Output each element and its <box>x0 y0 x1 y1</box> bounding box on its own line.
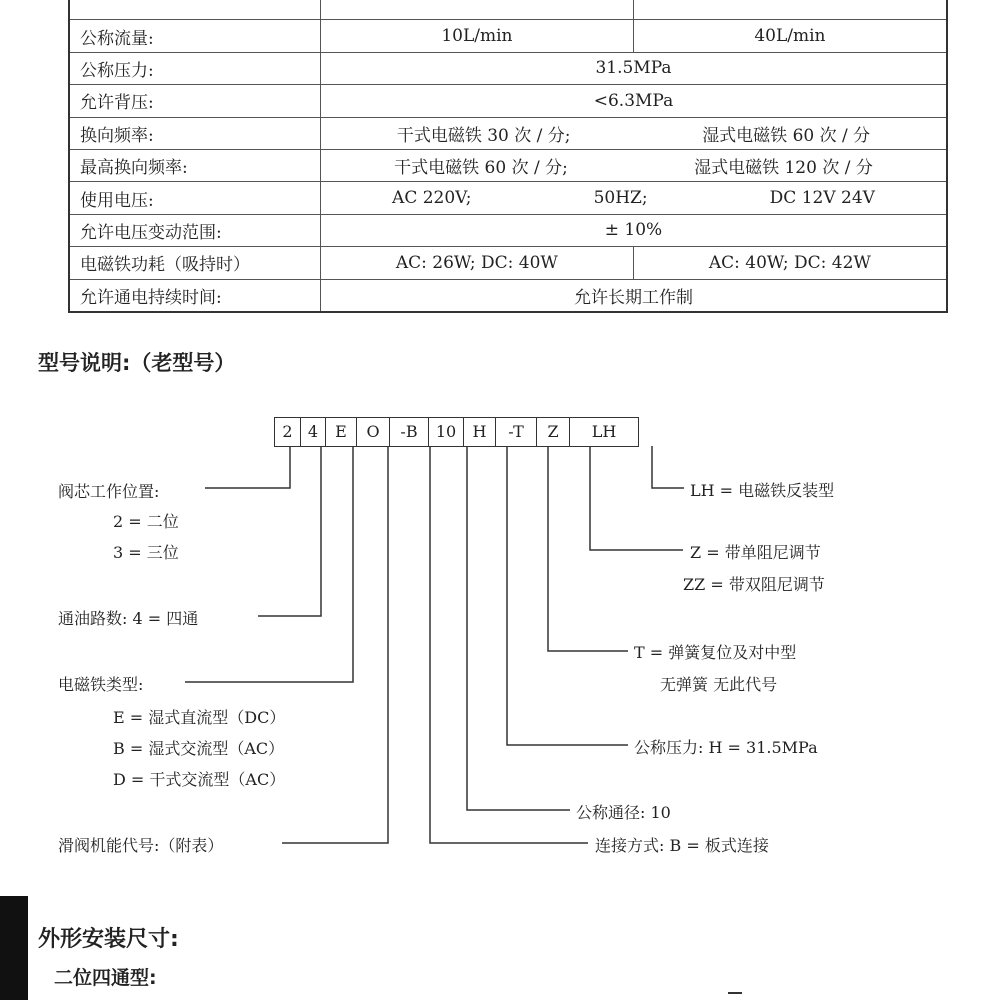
connection-note: 连接方式: B = 板式连接 <box>595 836 769 855</box>
row-value: 干式电磁铁 30 次 / 分; <box>396 125 571 146</box>
no-spring-note: 无弹簧 无此代号 <box>660 675 778 694</box>
code-box: 2 <box>275 418 301 446</box>
oil-ways-note: 通油路数: 4 = 四通 <box>58 609 199 628</box>
code-box: 4 <box>301 418 326 446</box>
row-value: 干式电磁铁 60 次 / 分; <box>394 158 568 179</box>
pressure-note: 公称压力: H = 31.5MPa <box>634 738 818 757</box>
leader-line <box>205 446 290 488</box>
row-value: DC 12V 24V <box>769 188 875 209</box>
spool-position-2: 2 = 二位 <box>113 512 179 531</box>
flow-value-40: 40L/min <box>633 20 947 52</box>
leader-line <box>185 446 353 682</box>
code-box: Z <box>537 418 570 446</box>
row-value: AC: 40W; DC: 42W <box>633 247 947 279</box>
spool-position-title: 阀芯工作位置: <box>58 482 160 501</box>
magnet-type-d: D = 干式交流型（AC） <box>113 770 286 789</box>
leader-line <box>507 446 628 745</box>
zz-note: ZZ = 带双阻尼调节 <box>683 575 825 594</box>
t-note: T = 弹簧复位及对中型 <box>634 643 797 662</box>
row-label: 允许电压变动范围: <box>69 214 321 246</box>
row-value: AC 220V; <box>392 188 472 209</box>
flow-value-10: 10L/min <box>321 20 634 52</box>
leader-line <box>430 446 588 843</box>
spool-position-3: 3 = 三位 <box>113 543 179 562</box>
model-title: 型号说明:（老型号） <box>38 351 236 375</box>
magnet-type-title: 电磁铁类型: <box>58 675 144 694</box>
code-box: O <box>357 418 390 446</box>
lh-note: LH = 电磁铁反装型 <box>690 481 835 500</box>
code-box: E <box>326 418 357 446</box>
code-box: -T <box>496 418 537 446</box>
row-value: AC: 26W; DC: 40W <box>321 247 634 279</box>
row-value: 湿式电磁铁 60 次 / 分 <box>702 125 871 146</box>
z-note: Z = 带单阻尼调节 <box>690 543 821 562</box>
leader-line <box>652 446 684 488</box>
row-value: 允许长期工作制 <box>321 279 948 312</box>
leader-line <box>548 446 628 651</box>
row-label: 公称压力: <box>69 52 321 84</box>
type-title: 二位四通型: <box>54 967 157 989</box>
row-value: 湿式电磁铁 120 次 / 分 <box>694 158 873 179</box>
row-label: 使用电压: <box>69 182 321 214</box>
code-box: 10 <box>429 418 464 446</box>
code-box: H <box>464 418 496 446</box>
leader-line <box>282 446 388 843</box>
leader-line <box>590 446 683 550</box>
row-label: 最高换向频率: <box>69 149 321 181</box>
dimensions-title: 外形安装尺寸: <box>38 927 179 952</box>
code-box: LH <box>591 422 617 441</box>
magnet-type-b: B = 湿式交流型（AC） <box>113 739 285 758</box>
row-label: 允许背压: <box>69 85 321 117</box>
drawing-fragment <box>728 992 742 1002</box>
leader-line <box>467 446 570 810</box>
row-label: 电磁铁功耗（吸持时） <box>69 247 321 279</box>
row-value: 50HZ; <box>593 188 648 209</box>
row-value: ± 10% <box>321 214 948 246</box>
magnet-type-e: E = 湿式直流型（DC） <box>113 708 286 727</box>
row-value: 31.5MPa <box>321 52 948 84</box>
row-value: <6.3MPa <box>321 85 948 117</box>
diameter-note: 公称通径: 10 <box>576 803 671 822</box>
row-label: 公称流量: <box>69 20 321 52</box>
row-label: 允许通电持续时间: <box>69 279 321 312</box>
spool-function-note: 滑阀机能代号:（附表） <box>58 836 224 855</box>
edge-mark <box>0 896 28 1000</box>
row-label: 换向频率: <box>69 117 321 149</box>
code-box: -B <box>390 418 429 446</box>
